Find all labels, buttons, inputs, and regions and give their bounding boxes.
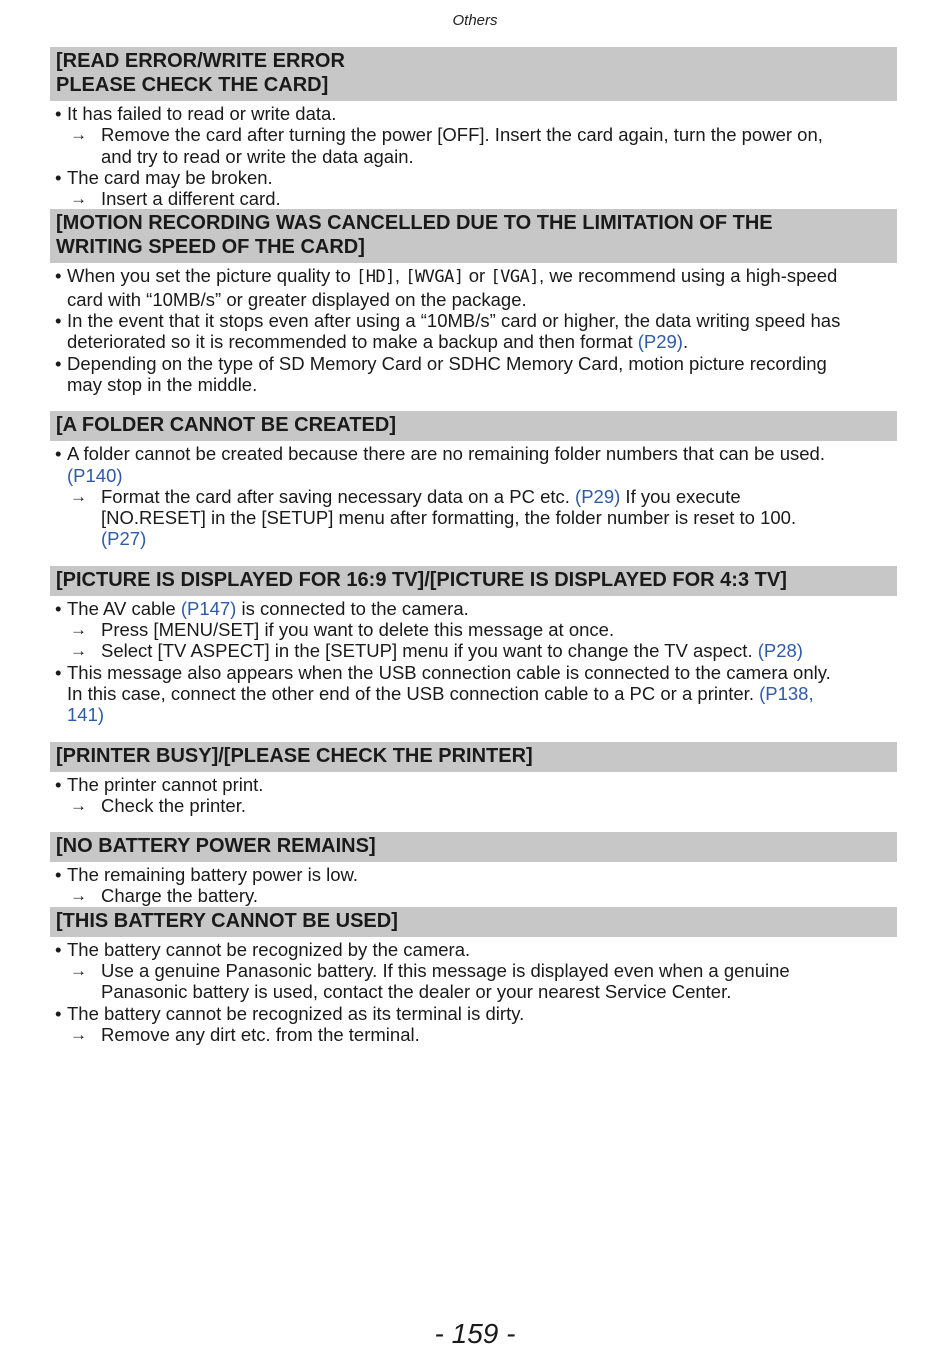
section-body — [50, 101, 897, 209]
text-run: Depending on the type of SD Memory Card or SDHC Memory Card, motion picture recording — [67, 352, 827, 374]
message-section — [50, 907, 897, 1045]
text-run: Remove the card after turning the power [OFF]. Insert the card again, turn the power on, — [101, 124, 823, 146]
text-run: , — [394, 265, 406, 287]
page-reference-link[interactable]: 141) — [67, 704, 105, 726]
text-run: may stop in the middle. — [67, 373, 258, 395]
section-body — [50, 772, 897, 817]
bullet-item — [50, 103, 897, 124]
page-reference-link[interactable]: (P28) — [757, 640, 803, 662]
arrow-icon: → — [70, 961, 87, 981]
bullet-item — [50, 265, 897, 288]
section-body — [50, 862, 897, 907]
text-run: card with “10MB/s” or greater displayed on the package. — [67, 288, 527, 310]
continuation-line — [50, 465, 897, 486]
bullet-item — [50, 353, 897, 374]
text-run: Format the card after saving necessary data on a PC etc. — [101, 485, 576, 507]
arrow-icon: → — [70, 125, 87, 145]
continuation-line — [50, 374, 897, 395]
text-run: Use a genuine Panasonic battery. If this message is displayed even when a genuine — [101, 960, 790, 982]
message-section — [50, 209, 897, 395]
text-run: Select [TV ASPECT] in the [SETUP] menu if you want to change the TV aspect. — [101, 640, 758, 662]
text-run: The AV cable — [67, 597, 181, 619]
bullet-icon: • — [55, 597, 62, 619]
text-run: Panasonic battery is used, contact the dealer or your nearest Service Center. — [101, 981, 732, 1003]
action-item — [50, 486, 897, 507]
text-run: . — [682, 331, 689, 353]
message-section — [50, 566, 897, 726]
section-heading — [50, 209, 897, 263]
arrow-icon: → — [70, 1024, 87, 1044]
continuation-line — [50, 289, 897, 310]
text-run: It has failed to read or write data. — [67, 103, 337, 124]
action-item — [50, 1024, 897, 1045]
text-run: and try to read or write the data again. — [101, 145, 414, 167]
bullet-item — [50, 662, 897, 683]
section-heading — [50, 742, 897, 772]
action-item — [50, 885, 897, 906]
section-body — [50, 263, 897, 395]
section-body — [50, 596, 897, 726]
arrow-icon: → — [70, 189, 87, 209]
continuation-line — [50, 331, 897, 352]
section-heading-line: [PICTURE IS DISPLAYED FOR 16:9 TV]/[PICTURE IS DISPLAYED FOR 4:3 TV] — [56, 568, 787, 591]
text-run: The printer cannot print. — [67, 773, 264, 795]
action-item — [50, 124, 897, 145]
page-reference-link[interactable]: (P29) — [637, 331, 683, 353]
text-run: When you set the picture quality to — [67, 265, 356, 287]
arrow-icon: → — [70, 795, 87, 815]
text-run: In the event that it stops even after using a “10MB/s” card or higher, the data writing speed has — [67, 310, 841, 332]
message-section — [50, 832, 897, 907]
page-reference-link[interactable]: (P29) — [575, 485, 621, 507]
action-item — [50, 619, 897, 640]
continuation-line — [50, 683, 897, 704]
action-item — [50, 795, 897, 816]
text-run: or — [463, 265, 491, 287]
message-section — [50, 411, 897, 549]
section-heading — [50, 411, 897, 441]
text-run: In this case, connect the other end of the USB connection cable to a PC or a printer. — [67, 682, 760, 704]
bullet-icon: • — [55, 661, 62, 683]
text-run: , we recommend using a high-speed — [539, 265, 838, 287]
text-run: is connected to the camera. — [236, 597, 469, 619]
action-item — [50, 960, 897, 981]
bullet-icon: • — [55, 773, 62, 795]
section-heading-line: WRITING SPEED OF THE CARD] — [56, 236, 365, 259]
text-run: If you execute — [620, 485, 741, 507]
text-run: The card may be broken. — [67, 166, 273, 188]
bullet-icon: • — [55, 864, 62, 886]
bullet-item — [50, 310, 897, 331]
bullet-icon: • — [55, 166, 62, 188]
text-run: Charge the battery. — [101, 885, 258, 907]
bullet-item — [50, 167, 897, 188]
bullet-icon: • — [55, 103, 62, 124]
text-run: [NO.RESET] in the [SETUP] menu after formatting, the folder number is reset to 100. — [101, 507, 797, 529]
text-run: Check the printer. — [101, 794, 246, 816]
message-section — [50, 742, 897, 817]
bullet-icon: • — [55, 938, 62, 960]
page-reference-link[interactable]: (P140) — [67, 464, 123, 486]
text-run: The battery cannot be recognized as its terminal is dirty. — [67, 1002, 525, 1024]
continuation-line — [50, 528, 897, 549]
section-heading-line: [READ ERROR/WRITE ERROR — [56, 50, 345, 72]
continuation-line — [50, 146, 897, 167]
picture-quality-icon: [HD] — [355, 267, 395, 288]
text-run: Press [MENU/SET] if you want to delete this message at once. — [101, 619, 615, 641]
section-heading — [50, 832, 897, 862]
picture-quality-icon: [WVGA] — [405, 267, 464, 288]
section-heading-line: [A FOLDER CANNOT BE CREATED] — [56, 414, 396, 437]
action-item — [50, 188, 897, 209]
text-run: The battery cannot be recognized by the camera. — [67, 938, 471, 960]
text-run: Remove any dirt etc. from the terminal. — [101, 1023, 420, 1045]
page-reference-link[interactable]: (P138, — [759, 682, 814, 704]
picture-quality-icon: [VGA] — [490, 267, 540, 288]
section-heading-line: [MOTION RECORDING WAS CANCELLED DUE TO THE LIMITATION OF THE — [56, 212, 773, 235]
bullet-icon: • — [55, 1002, 62, 1024]
page-number: - 159 - — [434, 1318, 516, 1349]
continuation-line — [50, 507, 897, 528]
action-item — [50, 640, 897, 661]
page-reference-link[interactable]: (P27) — [101, 528, 147, 550]
arrow-icon: → — [70, 886, 87, 906]
message-section — [50, 47, 897, 209]
continuation-line — [50, 981, 897, 1002]
text-run: The remaining battery power is low. — [67, 864, 358, 886]
continuation-line — [50, 704, 897, 725]
text-run: deteriorated so it is recommended to make a backup and then format — [67, 331, 638, 353]
section-heading-line: [THIS BATTERY CANNOT BE USED] — [56, 909, 398, 932]
section-heading-line: [PRINTER BUSY]/[PLEASE CHECK THE PRINTER] — [56, 744, 533, 767]
page-reference-link[interactable]: (P147) — [180, 597, 237, 619]
section-heading — [50, 47, 897, 101]
section-heading-line: PLEASE CHECK THE CARD] — [56, 74, 329, 96]
bullet-item — [50, 443, 897, 464]
bullet-item — [50, 774, 897, 795]
section-body — [50, 441, 897, 549]
arrow-icon: → — [70, 486, 87, 506]
section-heading — [50, 907, 897, 937]
page-header-section-label: Others — [452, 12, 498, 29]
text-run: This message also appears when the USB connection cable is connected to the camera only. — [67, 661, 831, 683]
document-body — [50, 47, 897, 1045]
bullet-item — [50, 598, 897, 619]
text-run: A folder cannot be created because there are no remaining folder numbers that can be used. — [67, 443, 825, 465]
bullet-icon: • — [55, 443, 62, 465]
arrow-icon: → — [70, 620, 87, 640]
arrow-icon: → — [70, 641, 87, 661]
bullet-icon: • — [55, 352, 62, 374]
text-run: Insert a different card. — [101, 188, 281, 210]
bullet-item — [50, 1003, 897, 1024]
bullet-icon: • — [55, 310, 62, 332]
section-heading — [50, 566, 897, 596]
section-body — [50, 937, 897, 1045]
bullet-item — [50, 864, 897, 885]
bullet-icon: • — [55, 265, 62, 287]
section-heading-line: [NO BATTERY POWER REMAINS] — [56, 835, 376, 858]
bullet-item — [50, 939, 897, 960]
